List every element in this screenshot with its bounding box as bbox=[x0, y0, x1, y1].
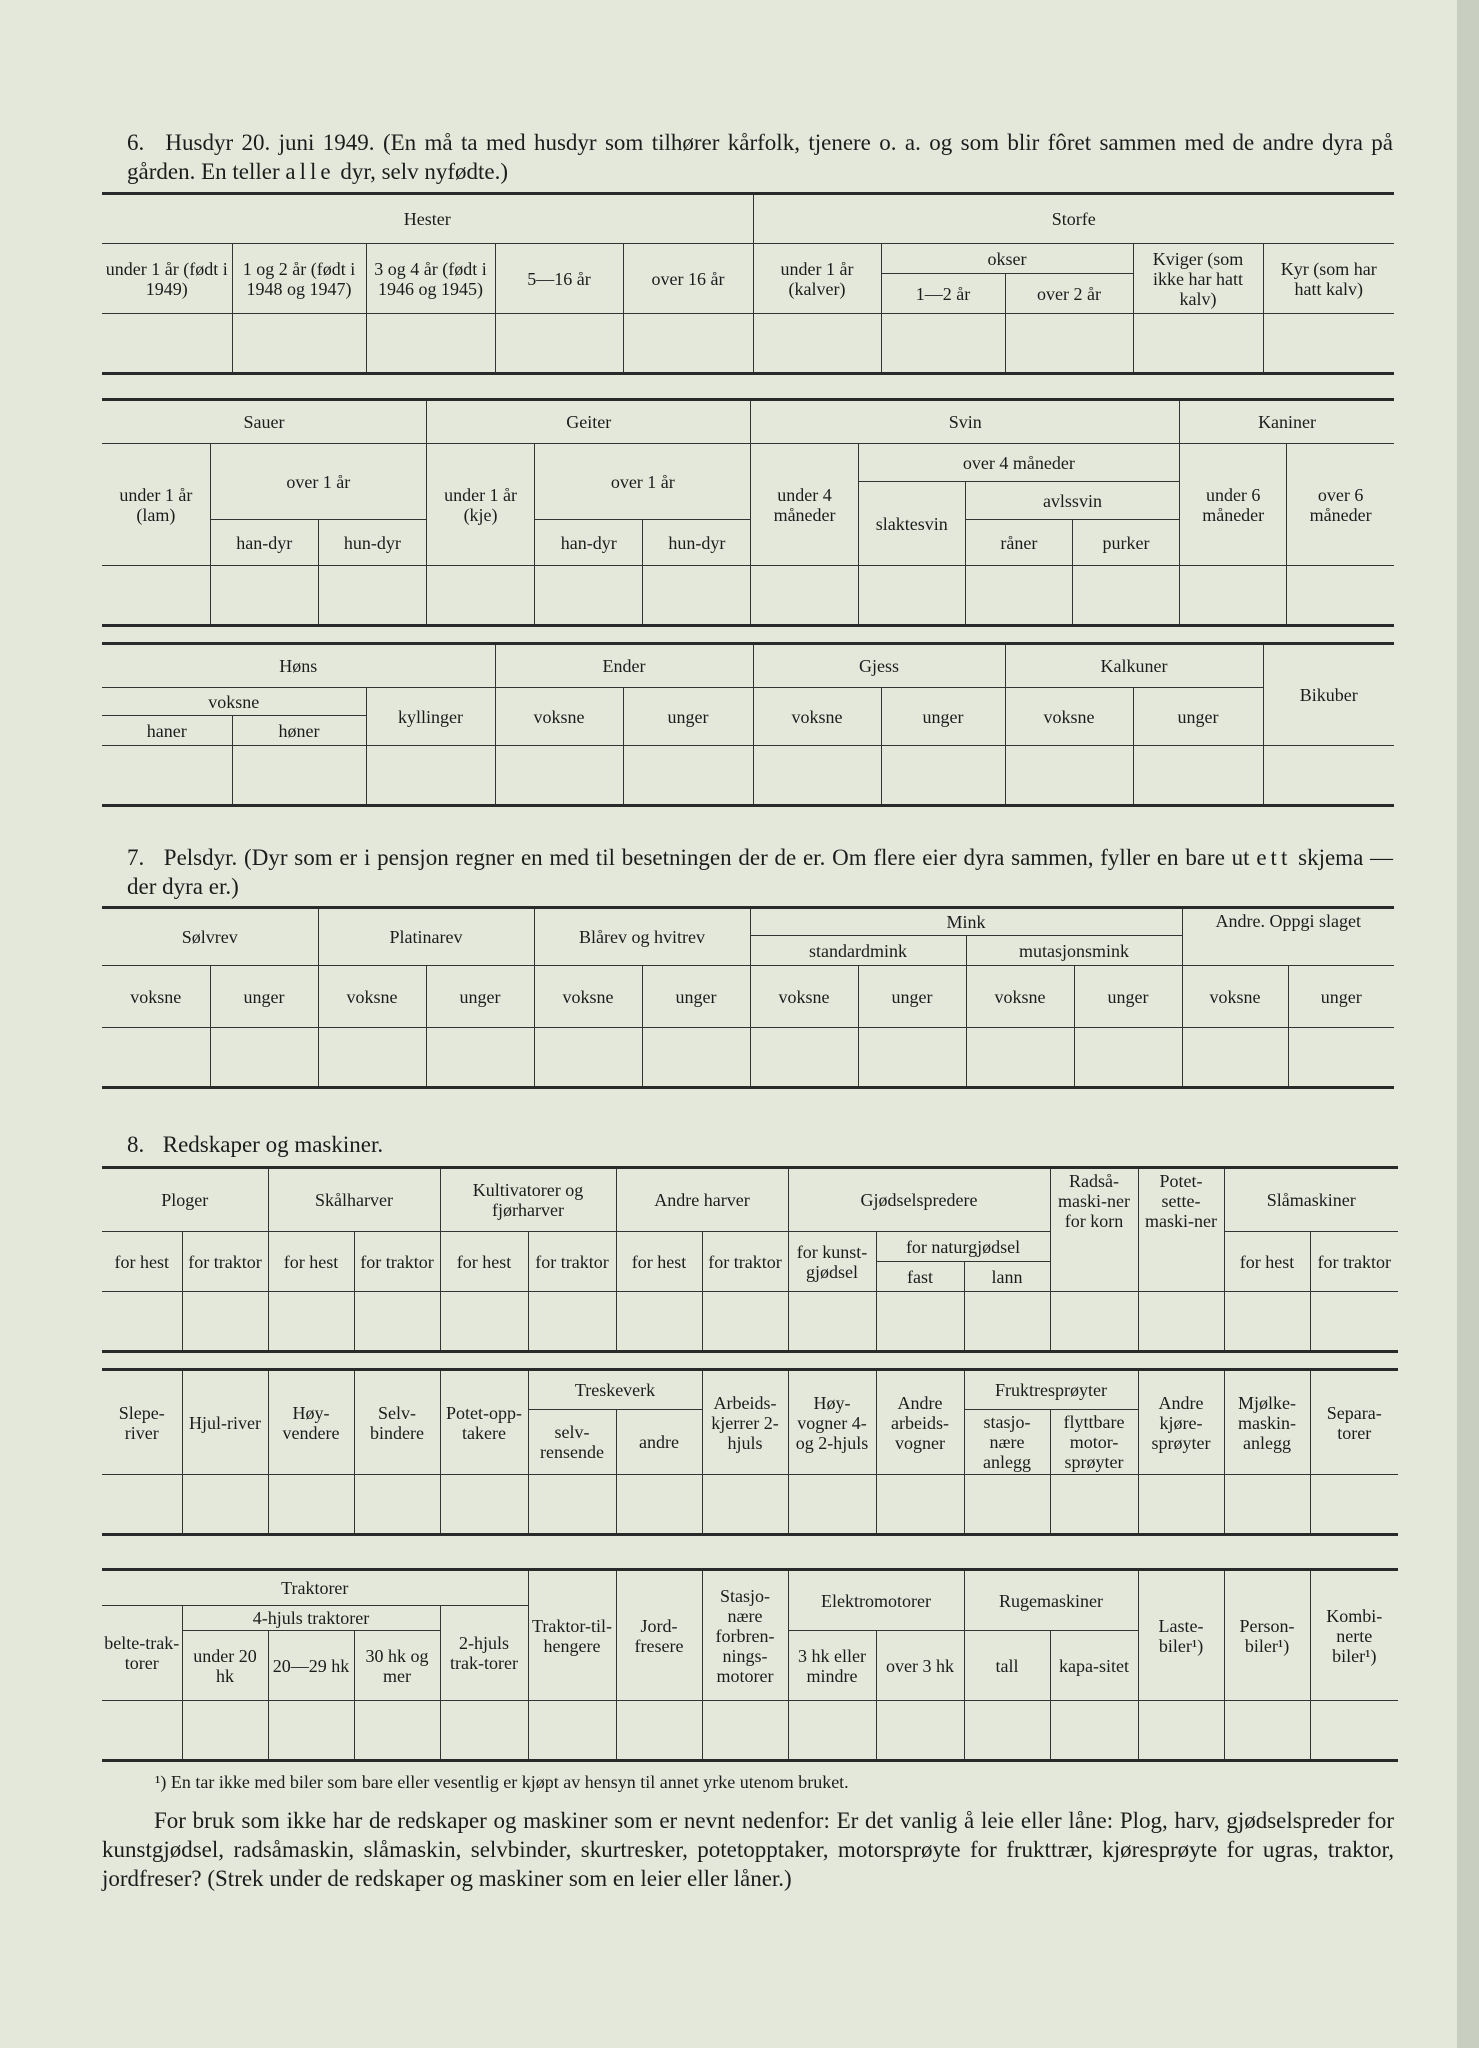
pels-voksne: voksne bbox=[1182, 966, 1288, 1028]
entry-cell[interactable] bbox=[232, 746, 366, 806]
entry-cell[interactable] bbox=[1074, 1028, 1182, 1088]
entry-cell[interactable] bbox=[1005, 746, 1133, 806]
table-sauer-geiter-svin bbox=[102, 398, 1394, 627]
frukt-stasjonaere: stasjo-nære anlegg bbox=[964, 1410, 1050, 1475]
gjess-unger: unger bbox=[881, 688, 1005, 746]
section-title: Pelsdyr. bbox=[163, 845, 238, 870]
entry-cell[interactable] bbox=[318, 1028, 426, 1088]
pels-solvrev: Sølvrev bbox=[102, 908, 318, 966]
entry-cell[interactable] bbox=[440, 1475, 528, 1535]
entry-cell[interactable] bbox=[1050, 1701, 1138, 1761]
geiter-over: over 1 år bbox=[535, 444, 751, 520]
table-redskaper-1 bbox=[102, 1166, 1398, 1353]
potetsette-header: Potet-sette-maski-ner bbox=[1138, 1168, 1224, 1292]
entry-cell[interactable] bbox=[1182, 1028, 1288, 1088]
entry-cell[interactable] bbox=[1133, 314, 1263, 374]
section-7-heading bbox=[127, 843, 1393, 901]
entry-cell[interactable] bbox=[616, 1292, 702, 1352]
hester-col-3: 3 og 4 år (født i 1946 og 1945) bbox=[366, 244, 495, 314]
entry-cell[interactable] bbox=[750, 1028, 858, 1088]
entry-cell[interactable] bbox=[1133, 746, 1263, 806]
entry-cell[interactable] bbox=[535, 566, 643, 626]
stasj-motorer: Stasjo-nære forbren-nings-motorer bbox=[702, 1570, 788, 1701]
gjodsel-natur: for naturgjødsel bbox=[876, 1232, 1050, 1262]
for-traktor: for traktor bbox=[528, 1232, 616, 1292]
for-traktor: for traktor bbox=[1310, 1232, 1398, 1292]
entry-cell[interactable] bbox=[753, 746, 881, 806]
mink-standard: standardmink bbox=[750, 936, 966, 966]
table-hester-storfe bbox=[102, 192, 1394, 375]
entry-cell[interactable] bbox=[182, 1701, 268, 1761]
ruge-kapasitet: kapa-sitet bbox=[1050, 1631, 1138, 1701]
entry-cell[interactable] bbox=[964, 1701, 1050, 1761]
section-emph: ett bbox=[1256, 845, 1292, 870]
gjodsel-kunst: for kunst-gjødsel bbox=[788, 1232, 876, 1292]
for-traktor: for traktor bbox=[354, 1232, 440, 1292]
hester-col-5: over 16 år bbox=[623, 244, 753, 314]
elektro-big: over 3 hk bbox=[876, 1631, 964, 1701]
section-number: 7. bbox=[127, 845, 145, 870]
storfe-kviger: Kviger (som ikke har hatt kalv) bbox=[1133, 244, 1263, 314]
section-text-end: skjema — der dyra er.) bbox=[127, 845, 1394, 899]
andre-kjoresproyter: Andre kjøre-sprøyter bbox=[1138, 1370, 1224, 1475]
fire-30: 30 hk og mer bbox=[354, 1631, 440, 1701]
entry-cell[interactable] bbox=[495, 314, 623, 374]
for-hest: for hest bbox=[616, 1232, 702, 1292]
entry-cell[interactable] bbox=[1310, 1701, 1398, 1761]
kalkuner-voksne: voksne bbox=[1005, 688, 1133, 746]
section-8-heading bbox=[127, 1130, 1393, 1159]
sauer-over: over 1 år bbox=[210, 444, 426, 520]
fire-under20: under 20 hk bbox=[182, 1631, 268, 1701]
okser-col-1: 1—2 år bbox=[881, 274, 1005, 314]
hoy-vogner: Høy-vogner 4- og 2-hjuls bbox=[788, 1370, 876, 1475]
entry-cell[interactable] bbox=[1310, 1292, 1398, 1352]
pels-unger: unger bbox=[426, 966, 534, 1028]
svin-purker: purker bbox=[1072, 520, 1179, 566]
footnote: ¹) En tar ikke med biler som bare eller vesentlig er kjøpt av hensyn til annet yrke utenom bruket. bbox=[155, 1772, 849, 1792]
entry-cell[interactable] bbox=[232, 314, 366, 374]
geiter-handyr: han-dyr bbox=[535, 520, 643, 566]
page-edge bbox=[1457, 0, 1479, 2048]
table-fjorfe bbox=[102, 642, 1394, 807]
okser-col-2: over 2 år bbox=[1005, 274, 1133, 314]
traktor-tilhengere: Traktor-til-hengere bbox=[528, 1570, 616, 1701]
entry-cell[interactable] bbox=[966, 1028, 1074, 1088]
storfe-header: Storfe bbox=[753, 194, 1394, 244]
andre-harver-header: Andre harver bbox=[616, 1168, 788, 1232]
svin-over: over 4 måneder bbox=[858, 444, 1179, 482]
svin-header: Svin bbox=[751, 400, 1180, 444]
for-traktor: for traktor bbox=[182, 1232, 268, 1292]
ruge-tall: tall bbox=[964, 1631, 1050, 1701]
entry-cell[interactable] bbox=[858, 566, 965, 626]
entry-cell[interactable] bbox=[318, 566, 426, 626]
entry-cell[interactable] bbox=[702, 1292, 788, 1352]
pels-andre: Andre. Oppgi slaget bbox=[1182, 908, 1394, 966]
pels-unger: unger bbox=[1288, 966, 1394, 1028]
kultivatorer-header: Kultivatorer og fjørharver bbox=[440, 1168, 616, 1232]
entry-cell[interactable] bbox=[965, 566, 1072, 626]
gjodsel-header: Gjødselspredere bbox=[788, 1168, 1050, 1232]
entry-cell[interactable] bbox=[1288, 1028, 1394, 1088]
pels-unger: unger bbox=[642, 966, 750, 1028]
entry-cell[interactable] bbox=[1050, 1292, 1138, 1352]
entry-cell[interactable] bbox=[788, 1475, 876, 1535]
entry-cell[interactable] bbox=[1224, 1701, 1310, 1761]
selv-bindere: Selv-bindere bbox=[354, 1370, 440, 1475]
entry-cell[interactable] bbox=[623, 746, 753, 806]
for-hest: for hest bbox=[102, 1232, 182, 1292]
storfe-kyr: Kyr (som har hatt kalv) bbox=[1263, 244, 1394, 314]
entry-cell[interactable] bbox=[528, 1292, 616, 1352]
entry-cell[interactable] bbox=[702, 1475, 788, 1535]
entry-cell[interactable] bbox=[354, 1701, 440, 1761]
entry-cell[interactable] bbox=[440, 1701, 528, 1761]
slepe-river: Slepe-river bbox=[102, 1370, 182, 1475]
pels-unger: unger bbox=[210, 966, 318, 1028]
frukt-flyttbare: flyttbare motor-sprøyter bbox=[1050, 1410, 1138, 1475]
pels-platinarev: Platinarev bbox=[318, 908, 534, 966]
mjolkemaskin: Mjølke-maskin-anlegg bbox=[1224, 1370, 1310, 1475]
elektro-small: 3 hk eller mindre bbox=[788, 1631, 876, 1701]
entry-cell[interactable] bbox=[534, 1028, 642, 1088]
hons-header: Høns bbox=[102, 644, 495, 688]
entry-cell[interactable] bbox=[528, 1701, 616, 1761]
ender-unger: unger bbox=[623, 688, 753, 746]
geiter-header: Geiter bbox=[426, 400, 750, 444]
entry-cell[interactable] bbox=[876, 1475, 964, 1535]
for-hest: for hest bbox=[268, 1232, 354, 1292]
entry-cell[interactable] bbox=[366, 746, 495, 806]
svin-avl: avlssvin bbox=[965, 482, 1179, 520]
firehjuls-header: 4-hjuls traktorer bbox=[182, 1606, 440, 1631]
entry-cell[interactable] bbox=[1263, 314, 1394, 374]
pels-voksne: voksne bbox=[966, 966, 1074, 1028]
hjul-river: Hjul-river bbox=[182, 1370, 268, 1475]
pels-voksne: voksne bbox=[534, 966, 642, 1028]
hons-honer: høner bbox=[232, 716, 366, 746]
entry-cell[interactable] bbox=[268, 1475, 354, 1535]
sauer-handyr: han-dyr bbox=[210, 520, 318, 566]
traktorer-header: Traktorer bbox=[102, 1570, 528, 1606]
section-number: 8. bbox=[127, 1132, 145, 1157]
ender-header: Ender bbox=[495, 644, 753, 688]
entry-cell[interactable] bbox=[426, 1028, 534, 1088]
separatorer: Separa-torer bbox=[1310, 1370, 1398, 1475]
entry-cell[interactable] bbox=[1310, 1475, 1398, 1535]
hester-col-4: 5—16 år bbox=[495, 244, 623, 314]
arbeids-kjerrer: Arbeids-kjerrer 2-hjuls bbox=[702, 1370, 788, 1475]
gjodsel-fast: fast bbox=[876, 1262, 964, 1292]
entry-cell[interactable] bbox=[182, 1475, 268, 1535]
entry-cell[interactable] bbox=[268, 1292, 354, 1352]
potet-opptakere: Potet-opp-takere bbox=[440, 1370, 528, 1475]
section-title: Redskaper og maskiner. bbox=[162, 1132, 384, 1157]
geiter-hundyr: hun-dyr bbox=[643, 520, 751, 566]
entry-cell[interactable] bbox=[751, 566, 858, 626]
entry-cell[interactable] bbox=[210, 566, 318, 626]
entry-cell[interactable] bbox=[366, 314, 495, 374]
entry-cell[interactable] bbox=[1287, 566, 1394, 626]
entry-cell[interactable] bbox=[102, 1292, 182, 1352]
tresk-andre: andre bbox=[616, 1410, 702, 1475]
entry-cell[interactable] bbox=[1072, 566, 1179, 626]
entry-cell[interactable] bbox=[858, 1028, 966, 1088]
entry-cell[interactable] bbox=[102, 1701, 182, 1761]
table-redskaper-3 bbox=[102, 1568, 1398, 1762]
entry-cell[interactable] bbox=[876, 1701, 964, 1761]
slamaskiner-header: Slåmaskiner bbox=[1224, 1168, 1398, 1232]
closing-paragraph: For bruk som ikke har de redskaper og maskiner som er nevnt nedenfor: Er det vanlig å leie eller låne: Plog, harv, gjødselspreder for kunstgjødsel, radsåmaskin, slåmaskin, selvbinder, skurtresker, potetopptaker, motorsprøyte for frukttrær, kjøresprøyte for ugras, traktor, jordfreser? (Strek under de redskaper og maskiner som en leier eller låner.) bbox=[102, 1808, 1394, 1891]
entry-cell[interactable] bbox=[268, 1701, 354, 1761]
bikuber-header: Bikuber bbox=[1263, 644, 1394, 746]
table-redskaper-2 bbox=[102, 1368, 1398, 1536]
pels-voksne: voksne bbox=[750, 966, 858, 1028]
kombibiler: Kombi-nerte biler¹) bbox=[1310, 1570, 1398, 1701]
entry-cell[interactable] bbox=[1138, 1701, 1224, 1761]
for-traktor: for traktor bbox=[702, 1232, 788, 1292]
entry-cell[interactable] bbox=[182, 1292, 268, 1352]
hoy-vendere: Høy-vendere bbox=[268, 1370, 354, 1475]
fire-20-29: 20—29 hk bbox=[268, 1631, 354, 1701]
storfe-kalver: under 1 år (kalver) bbox=[753, 244, 881, 314]
entry-cell[interactable] bbox=[1005, 314, 1133, 374]
pels-unger: unger bbox=[1074, 966, 1182, 1028]
kaniner-header: Kaniner bbox=[1180, 400, 1394, 444]
entry-cell[interactable] bbox=[102, 314, 232, 374]
entry-cell[interactable] bbox=[354, 1292, 440, 1352]
sauer-lam: under 1 år (lam) bbox=[102, 444, 210, 566]
rugemaskiner-header: Rugemaskiner bbox=[964, 1570, 1138, 1631]
pels-blarev: Blårev og hvitrev bbox=[534, 908, 750, 966]
treskeverk-header: Treskeverk bbox=[528, 1370, 702, 1410]
section-number: 6. bbox=[127, 130, 145, 155]
storfe-okser: okser bbox=[881, 244, 1133, 274]
entry-cell[interactable] bbox=[616, 1475, 702, 1535]
entry-cell[interactable] bbox=[643, 566, 751, 626]
kalkuner-unger: unger bbox=[1133, 688, 1263, 746]
svin-slakte: slaktesvin bbox=[858, 482, 965, 566]
entry-cell[interactable] bbox=[1224, 1475, 1310, 1535]
entry-cell[interactable] bbox=[102, 1475, 182, 1535]
hons-haner: haner bbox=[102, 716, 232, 746]
entry-cell[interactable] bbox=[495, 746, 623, 806]
entry-cell[interactable] bbox=[788, 1292, 876, 1352]
pels-unger: unger bbox=[858, 966, 966, 1028]
entry-cell[interactable] bbox=[964, 1292, 1050, 1352]
fruktsproyter-header: Fruktresprøyter bbox=[964, 1370, 1138, 1410]
section-emph: alle bbox=[285, 159, 335, 184]
entry-cell[interactable] bbox=[1180, 566, 1287, 626]
sauer-hundyr: hun-dyr bbox=[318, 520, 426, 566]
entry-cell[interactable] bbox=[102, 1028, 210, 1088]
entry-cell[interactable] bbox=[964, 1475, 1050, 1535]
gjess-voksne: voksne bbox=[753, 688, 881, 746]
gjess-header: Gjess bbox=[753, 644, 1005, 688]
hons-voksne: voksne bbox=[102, 688, 366, 716]
personbiler: Person-biler¹) bbox=[1224, 1570, 1310, 1701]
andre-arbeidsvogner: Andre arbeids-vogner bbox=[876, 1370, 964, 1475]
hester-col-2: 1 og 2 år (født i 1948 og 1947) bbox=[232, 244, 366, 314]
kaniner-col-1: under 6 måneder bbox=[1180, 444, 1287, 566]
entry-cell[interactable] bbox=[1224, 1292, 1310, 1352]
entry-cell[interactable] bbox=[426, 566, 534, 626]
tohjuls-traktorer: 2-hjuls trak-torer bbox=[440, 1606, 528, 1701]
entry-cell[interactable] bbox=[210, 1028, 318, 1088]
kalkuner-header: Kalkuner bbox=[1005, 644, 1263, 688]
entry-cell[interactable] bbox=[788, 1701, 876, 1761]
section-text: (Dyr som er i pensjon regner en med til besetningen der de er. Om flere eier dyra sammen, fyller en bare ut bbox=[244, 845, 1250, 870]
entry-cell[interactable] bbox=[881, 746, 1005, 806]
pels-voksne: voksne bbox=[318, 966, 426, 1028]
entry-cell[interactable] bbox=[1138, 1475, 1224, 1535]
skalharver-header: Skålharver bbox=[268, 1168, 440, 1232]
hons-kyllinger: kyllinger bbox=[366, 688, 495, 746]
beltetraktorer: belte-trak-torer bbox=[102, 1606, 182, 1701]
entry-cell[interactable] bbox=[881, 314, 1005, 374]
entry-cell[interactable] bbox=[102, 566, 210, 626]
pels-voksne: voksne bbox=[102, 966, 210, 1028]
section-6-heading bbox=[127, 128, 1393, 186]
tresk-selvrensende: selv-rensende bbox=[528, 1410, 616, 1475]
entry-cell[interactable] bbox=[702, 1701, 788, 1761]
jordfresere: Jord-fresere bbox=[616, 1570, 702, 1701]
section-text-end: dyr, selv nyfødte.) bbox=[340, 159, 509, 184]
table-pelsdyr bbox=[102, 906, 1394, 1089]
entry-cell[interactable] bbox=[616, 1701, 702, 1761]
entry-cell[interactable] bbox=[753, 314, 881, 374]
section-title: Husdyr 20. juni 1949. bbox=[165, 130, 375, 155]
radsa-header: Radså-maski-ner for korn bbox=[1050, 1168, 1138, 1292]
geiter-kje: under 1 år (kje) bbox=[426, 444, 534, 566]
entry-cell[interactable] bbox=[354, 1475, 440, 1535]
svin-raner: råner bbox=[965, 520, 1072, 566]
for-hest: for hest bbox=[1224, 1232, 1310, 1292]
section-text: (En må ta med husdyr som tilhører kårfolk, tjenere o. a. og som blir fôret sammen med de andre dyra på gården. En teller bbox=[127, 130, 1394, 184]
entry-cell[interactable] bbox=[102, 746, 232, 806]
pels-mink: Mink bbox=[750, 908, 1182, 936]
entry-cell[interactable] bbox=[1138, 1292, 1224, 1352]
gjodsel-lann: lann bbox=[964, 1262, 1050, 1292]
hester-col-1: under 1 år (født i 1949) bbox=[102, 244, 232, 314]
entry-cell[interactable] bbox=[1050, 1475, 1138, 1535]
entry-cell[interactable] bbox=[1263, 746, 1394, 806]
elektromotorer-header: Elektromotorer bbox=[788, 1570, 964, 1631]
for-hest: for hest bbox=[440, 1232, 528, 1292]
sauer-header: Sauer bbox=[102, 400, 426, 444]
ender-voksne: voksne bbox=[495, 688, 623, 746]
entry-cell[interactable] bbox=[528, 1475, 616, 1535]
entry-cell[interactable] bbox=[440, 1292, 528, 1352]
kaniner-col-2: over 6 måneder bbox=[1287, 444, 1394, 566]
lastebiler: Laste-biler¹) bbox=[1138, 1570, 1224, 1701]
ploger-header: Ploger bbox=[102, 1168, 268, 1232]
entry-cell[interactable] bbox=[623, 314, 753, 374]
svin-under: under 4 måneder bbox=[751, 444, 858, 566]
entry-cell[interactable] bbox=[876, 1292, 964, 1352]
hester-header: Hester bbox=[102, 194, 753, 244]
entry-cell[interactable] bbox=[642, 1028, 750, 1088]
mink-mutasjon: mutasjonsmink bbox=[966, 936, 1182, 966]
